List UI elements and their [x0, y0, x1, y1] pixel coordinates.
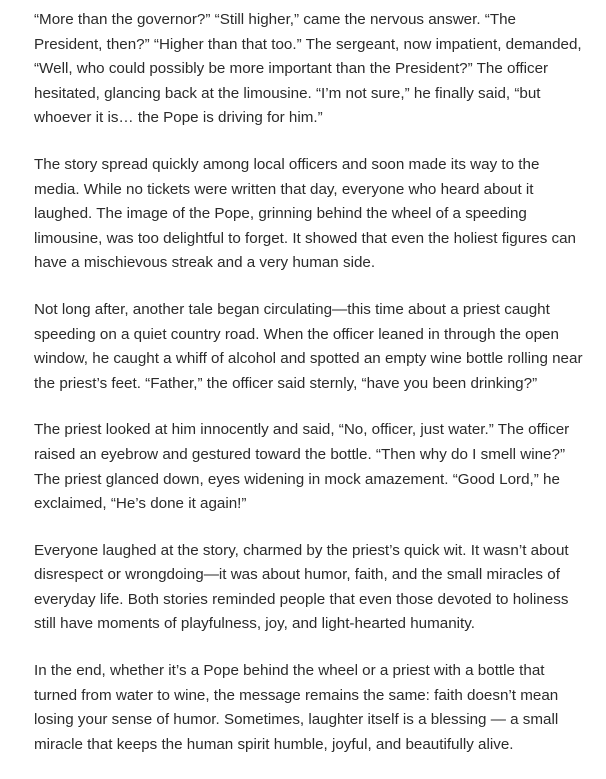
- paragraph-priest-speeding: Not long after, another tale began circulating—this time about a priest caught speeding on a quiet country road. When the officer leaned in through the open window, he caught a whiff of alcohol and spotted an empty wine bottle rolling near the priest’s feet. “Father,” the officer said sternly, “have you been drinking?”: [34, 300, 583, 392]
- article-body: [34, 8, 586, 757]
- paragraph-governor-president: “More than the governor?” “Still higher,” came the nervous answer. “The President, then?” “Higher than that too.” The sergeant, now impatient, demanded, “Well, who could possibly be more important than the President?” The officer hesitated, glancing back at the limousine. “I’m not sure,” he finally said, “but whoever it is… the Pope is driving for him.”: [34, 11, 582, 127]
- paragraph-story-spread: The story spread quickly among local officers and soon made its way to the media. While no tickets were written that day, everyone who heard about it laughed. The image of the Pope, grinning behind the wheel of a speeding limousine, was too delightful to forget. It showed that even the holiest figures can have a mischievous streak and a very human side.: [34, 155, 577, 272]
- paragraph-priest-water: The priest looked at him innocently and said, “No, officer, just water.” The officer raised an eyebrow and gestured toward the bottle. “Then why do I smell wine?” The priest glanced down, eyes widening in mock amazement. “Good Lord,” he exclaimed, “He’s done it again!”: [34, 421, 570, 513]
- paragraph-everyone-laughed: Everyone laughed at the story, charmed by the priest’s quick wit. It wasn’t about disrespect or wrongdoing—it was about humor, faith, and the small miracles of everyday life. Both stories reminded people that even those devoted to holiness still have moments of playfulness, joy, and light-hearted humanity.: [34, 541, 569, 633]
- paragraph-conclusion: In the end, whether it’s a Pope behind the wheel or a priest with a bottle that turned from water to wine, the message remains the same: faith doesn’t mean losing your sense of humor. Sometimes, laughter itself is a blessing — a small miracle that keeps the human spirit humble, joyful, and beautifully alive.: [34, 662, 559, 753]
